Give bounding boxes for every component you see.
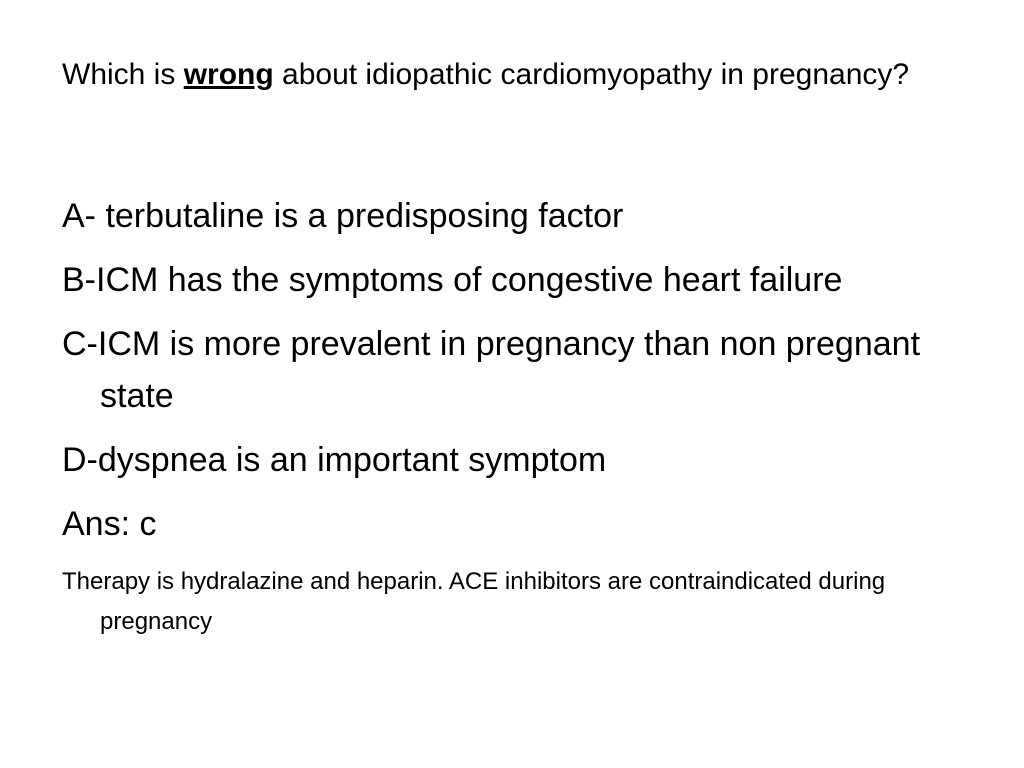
- option-b: B-ICM has the symptoms of congestive heart failure: [62, 261, 843, 299]
- slide-title: [62, 52, 962, 97]
- option-a: A- terbutaline is a predisposing factor: [62, 197, 624, 235]
- title-suffix: about idiopathic cardiomyopathy in pregnancy?: [273, 58, 910, 91]
- title-prefix: Which is: [62, 58, 184, 91]
- option-c: C-ICM is more prevalent in pregnancy than non pregnant state: [62, 325, 921, 415]
- option-d: D-dyspnea is an important symptom: [62, 441, 607, 479]
- answer: Ans: c: [62, 505, 157, 543]
- title-emphasis: wrong: [183, 58, 274, 91]
- slide-body: [62, 190, 962, 654]
- therapy-note: Therapy is hydralazine and heparin. ACE inhibitors are contraindicated during pregnancy: [62, 568, 886, 635]
